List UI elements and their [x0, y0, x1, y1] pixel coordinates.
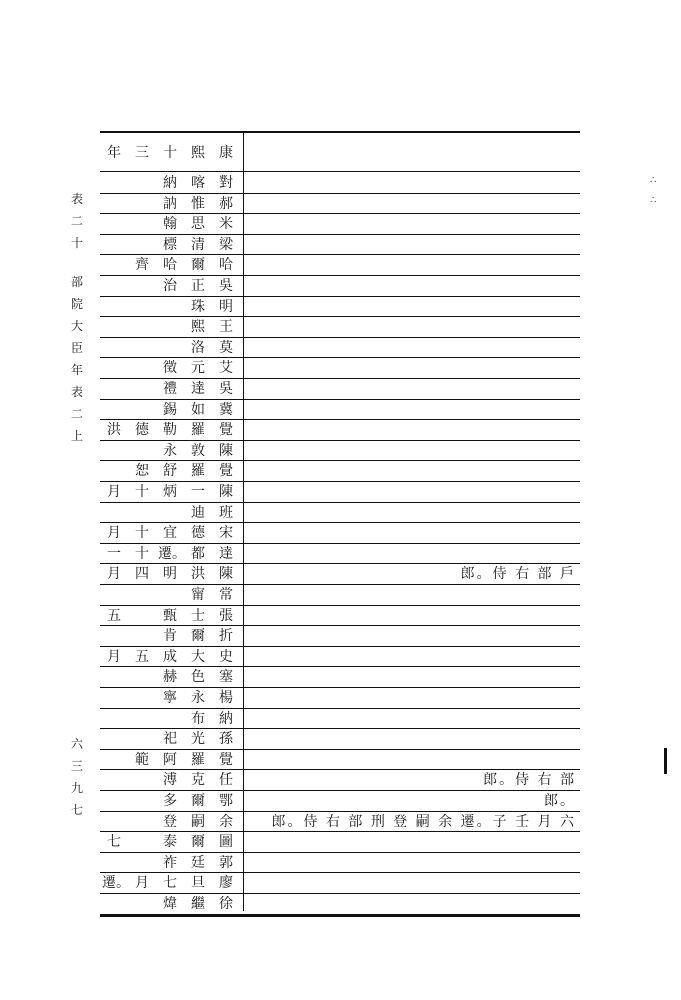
margin-char: 年 — [70, 363, 83, 377]
row-cell — [102, 813, 126, 831]
row-cell: 月 — [107, 566, 121, 583]
row-cell: 圖 — [219, 834, 233, 851]
table-row — [100, 709, 580, 730]
row-cell: 正 — [191, 278, 205, 294]
page-number — [68, 738, 86, 826]
row-cell — [130, 710, 154, 728]
table-row — [100, 235, 580, 256]
table-row — [100, 770, 580, 791]
row-cell: 徵 — [163, 360, 177, 377]
row-cell: 如 — [191, 401, 205, 418]
row-cell: 史 — [219, 648, 233, 665]
table-row — [100, 647, 580, 668]
row-cell: 張 — [219, 607, 233, 624]
row-cell: 鄂 — [219, 793, 233, 809]
row-cell: 任 — [219, 772, 233, 789]
row-cell: 班 — [219, 504, 233, 521]
table-row — [100, 894, 580, 915]
row-cell — [102, 792, 126, 810]
table-row — [100, 791, 580, 812]
row-cell: 繼 — [191, 896, 205, 912]
table-row — [100, 626, 580, 647]
margin-char: 表 — [70, 192, 83, 206]
row-cell: 都 — [191, 545, 205, 562]
row-cell — [158, 504, 182, 522]
row-cell: 宜 — [163, 525, 177, 542]
row-cell: 吳 — [219, 381, 233, 397]
table-row — [100, 338, 580, 359]
row-cell — [130, 298, 154, 316]
header-cell: 十 — [163, 145, 177, 161]
row-cell: 明 — [163, 566, 177, 583]
row-cell: 常 — [219, 587, 233, 603]
row-cell — [102, 442, 126, 460]
table-row — [100, 832, 580, 853]
margin-tick-mark: ∴ — [650, 175, 657, 186]
row-cell: 勒 — [163, 422, 177, 439]
row-cell — [102, 277, 126, 295]
margin-char: 二 — [70, 214, 83, 228]
row-cell — [130, 318, 154, 336]
row-cell — [158, 586, 182, 604]
table-row — [100, 420, 580, 441]
row-cell — [102, 751, 126, 769]
row-cell: 陳 — [219, 484, 233, 500]
row-cell: 羅 — [191, 422, 205, 439]
row-cell — [130, 730, 154, 748]
row-cell: 祚 — [163, 854, 177, 871]
row-cell: 泰 — [163, 834, 177, 851]
row-cell: 士 — [191, 607, 205, 624]
table-row — [100, 276, 580, 297]
row-cell — [102, 854, 126, 872]
row-cell: 寧 — [163, 690, 177, 706]
row-cell: 楊 — [219, 690, 233, 706]
row-cell — [102, 689, 126, 707]
row-cell: 艾 — [219, 360, 233, 377]
row-cell: 米 — [219, 216, 233, 233]
header-cell: 熙 — [191, 145, 205, 161]
table-row — [100, 482, 580, 503]
row-cell: 迪 — [191, 504, 205, 521]
row-cell: 克 — [191, 772, 205, 789]
table-row — [100, 317, 580, 338]
row-cell: 錫 — [163, 401, 177, 418]
table-row — [100, 688, 580, 709]
row-cell — [102, 318, 126, 336]
row-cell — [130, 689, 154, 707]
row-cell — [130, 442, 154, 460]
row-cell: 舒 — [163, 463, 177, 480]
row-cell: 梁 — [219, 236, 233, 253]
row-cell: 五 — [135, 648, 149, 665]
row-cell: 十 — [135, 525, 149, 542]
table-row — [100, 194, 580, 215]
year-table — [100, 131, 580, 911]
page-number-char: 九 — [70, 781, 83, 795]
row-cell: 洛 — [191, 339, 205, 356]
row-cell: 羅 — [191, 463, 205, 480]
margin-title-top — [68, 193, 86, 259]
row-cell: 納 — [219, 710, 233, 727]
row-cell: 爾 — [191, 257, 205, 274]
row-cell: 覺 — [219, 751, 233, 768]
row-cell: 成 — [163, 648, 177, 665]
row-cell — [102, 627, 126, 645]
table-row — [100, 564, 580, 585]
row-cell: 莫 — [219, 339, 233, 356]
table-row — [100, 853, 580, 874]
row-cell: 達 — [191, 381, 205, 397]
row-cell — [130, 504, 154, 522]
row-cell: 大 — [191, 648, 205, 665]
row-cell: 清 — [191, 236, 205, 253]
row-cell — [102, 256, 126, 274]
row-cell — [130, 771, 154, 789]
row-cell: 翰 — [163, 216, 177, 233]
table-row — [100, 812, 580, 833]
table-row — [100, 606, 580, 627]
row-cell: 孫 — [219, 731, 233, 748]
row-cell: 遷。 — [158, 545, 186, 562]
row-cell: 哈 — [219, 257, 233, 274]
row-cell — [130, 195, 154, 213]
row-cell: 甄 — [163, 607, 177, 624]
row-cell: 爾 — [191, 834, 205, 851]
row-cell — [130, 215, 154, 233]
table-row — [100, 379, 580, 400]
margin-char: 臣 — [70, 341, 83, 355]
row-cell — [102, 195, 126, 213]
table-row — [100, 214, 580, 235]
row-cell: 永 — [163, 442, 177, 459]
row-cell: 冀 — [219, 401, 233, 418]
row-cell — [102, 895, 126, 913]
row-cell: 珠 — [191, 298, 205, 315]
row-cell: 五 — [107, 607, 121, 624]
row-cell — [102, 215, 126, 233]
row-cell: 一 — [191, 484, 205, 500]
row-cell: 登 — [163, 813, 177, 830]
row-cell — [102, 298, 126, 316]
row-cell — [130, 627, 154, 645]
row-cell: 郭 — [219, 854, 233, 871]
row-cell: 肯 — [163, 628, 177, 645]
margin-bar-mark — [664, 748, 667, 774]
row-cell: 十 — [135, 484, 149, 500]
margin-char: 大 — [70, 319, 83, 333]
row-cell: 塞 — [219, 669, 233, 686]
row-cell: 月 — [107, 525, 121, 542]
table-row — [100, 400, 580, 421]
row-cell: 哈 — [163, 257, 177, 274]
row-cell — [102, 710, 126, 728]
row-cell: 陳 — [219, 566, 233, 583]
margin-char: 表 — [70, 385, 83, 399]
row-cell: 七 — [163, 875, 177, 892]
row-cell — [130, 359, 154, 377]
row-cell: 阿 — [163, 751, 177, 768]
row-entry: 郎。侍 右 部 刑 登 嗣 余 遷。子 壬 月 六 — [271, 813, 576, 830]
row-cell: 熙 — [191, 319, 205, 336]
row-cell: 光 — [191, 731, 205, 748]
row-cell — [130, 339, 154, 357]
margin-char: 十 — [70, 236, 83, 250]
row-cell: 嗣 — [191, 813, 205, 830]
row-cell — [130, 277, 154, 295]
row-cell: 月 — [135, 875, 149, 892]
row-cell — [102, 730, 126, 748]
table-row — [100, 585, 580, 606]
row-cell: 喀 — [191, 175, 205, 191]
row-cell: 覺 — [219, 422, 233, 439]
row-cell — [102, 236, 126, 254]
row-cell: 達 — [219, 545, 233, 562]
row-cell: 多 — [163, 793, 177, 809]
row-cell: 德 — [191, 525, 205, 542]
row-cell: 陳 — [219, 442, 233, 459]
table-row — [100, 255, 580, 276]
row-cell — [102, 586, 126, 604]
row-cell: 訥 — [163, 195, 177, 212]
row-cell — [130, 792, 154, 810]
row-cell — [158, 298, 182, 316]
row-cell: 四 — [135, 566, 149, 583]
row-cell: 永 — [191, 690, 205, 706]
row-cell: 月 — [107, 484, 121, 500]
row-cell — [158, 339, 182, 357]
row-cell: 禮 — [163, 381, 177, 397]
row-cell: 羅 — [191, 751, 205, 768]
row-cell — [130, 895, 154, 913]
row-cell: 赫 — [163, 669, 177, 686]
row-cell: 惟 — [191, 195, 205, 212]
row-cell: 納 — [163, 175, 177, 191]
margin-char: 二 — [70, 407, 83, 421]
row-cell: 恕 — [135, 463, 149, 480]
table-row — [100, 297, 580, 318]
header-rule — [100, 171, 580, 172]
margin-char: 上 — [70, 429, 83, 443]
page-number-char: 三 — [70, 759, 83, 773]
row-cell — [102, 504, 126, 522]
row-cell — [130, 174, 154, 192]
row-cell: 宋 — [219, 525, 233, 542]
row-cell: 明 — [219, 298, 233, 315]
row-cell — [102, 359, 126, 377]
row-cell: 思 — [191, 216, 205, 233]
row-cell: 覺 — [219, 463, 233, 480]
page-number-char: 七 — [70, 803, 83, 817]
table-row — [100, 750, 580, 771]
row-cell: 廖 — [219, 875, 233, 892]
margin-char: 院 — [70, 297, 83, 311]
row-cell — [102, 174, 126, 192]
row-cell: 範 — [135, 751, 149, 768]
row-cell: 對 — [219, 175, 233, 191]
row-cell: 齊 — [135, 257, 149, 274]
row-cell: 敦 — [191, 442, 205, 459]
row-cell — [102, 380, 126, 398]
row-cell: 炳 — [163, 484, 177, 500]
margin-title-mid — [68, 276, 86, 452]
header-cell: 年 — [107, 145, 121, 161]
table-top-rule — [100, 131, 580, 133]
table-row — [100, 544, 580, 565]
row-cell: 廷 — [191, 854, 205, 871]
table-row — [100, 358, 580, 379]
table-row — [100, 873, 580, 894]
header-cell: 三 — [135, 145, 149, 161]
table-row — [100, 441, 580, 462]
row-cell: 洪 — [191, 566, 205, 583]
row-cell — [130, 813, 154, 831]
table-row — [100, 173, 580, 194]
row-cell — [130, 236, 154, 254]
table-row — [100, 667, 580, 688]
margin-tick-mark: ∴ — [650, 195, 657, 206]
row-cell: 祀 — [163, 731, 177, 748]
row-cell — [130, 854, 154, 872]
row-cell: 十 — [135, 545, 149, 562]
row-cell: 爾 — [191, 793, 205, 809]
table-row — [100, 461, 580, 482]
row-cell — [130, 668, 154, 686]
row-cell: 德 — [135, 422, 149, 439]
row-cell: 七 — [107, 834, 121, 851]
row-cell: 折 — [219, 628, 233, 645]
table-row — [100, 503, 580, 524]
row-cell: 月 — [107, 648, 121, 665]
row-cell: 煒 — [163, 896, 177, 912]
row-cell — [130, 401, 154, 419]
row-cell: 標 — [163, 236, 177, 253]
row-cell: 布 — [191, 710, 205, 727]
row-cell: 一 — [107, 545, 121, 562]
row-cell — [130, 833, 154, 851]
row-entry: 郎。 — [544, 793, 576, 809]
row-cell: 徐 — [219, 896, 233, 912]
table-row — [100, 729, 580, 750]
row-cell — [130, 586, 154, 604]
row-cell — [158, 318, 182, 336]
row-cell: 王 — [219, 319, 233, 336]
row-cell: 郝 — [219, 195, 233, 212]
page-number-char: 六 — [70, 737, 83, 751]
row-cell: 元 — [191, 360, 205, 377]
row-cell: 溥 — [163, 772, 177, 789]
row-cell: 甯 — [191, 587, 205, 603]
row-cell — [158, 710, 182, 728]
row-cell — [130, 380, 154, 398]
row-cell: 吳 — [219, 278, 233, 294]
margin-char: 部 — [70, 275, 83, 289]
header-cell: 康 — [219, 145, 233, 161]
row-cell — [102, 401, 126, 419]
row-cell: 余 — [219, 813, 233, 830]
row-cell — [102, 339, 126, 357]
row-entry: 郎。侍 右 部 戶 — [460, 566, 576, 583]
row-cell: 治 — [163, 278, 177, 294]
row-cell — [102, 462, 126, 480]
row-cell: 爾 — [191, 628, 205, 645]
row-cell: 遷。 — [102, 875, 130, 892]
row-cell — [102, 771, 126, 789]
row-cell — [102, 668, 126, 686]
table-bottom-rule — [100, 915, 580, 917]
row-cell — [130, 607, 154, 625]
table-row — [100, 523, 580, 544]
row-cell: 旦 — [191, 875, 205, 892]
row-cell: 洪 — [107, 422, 121, 439]
row-entry: 郎。侍 右 部 — [483, 772, 576, 789]
row-cell: 色 — [191, 669, 205, 686]
